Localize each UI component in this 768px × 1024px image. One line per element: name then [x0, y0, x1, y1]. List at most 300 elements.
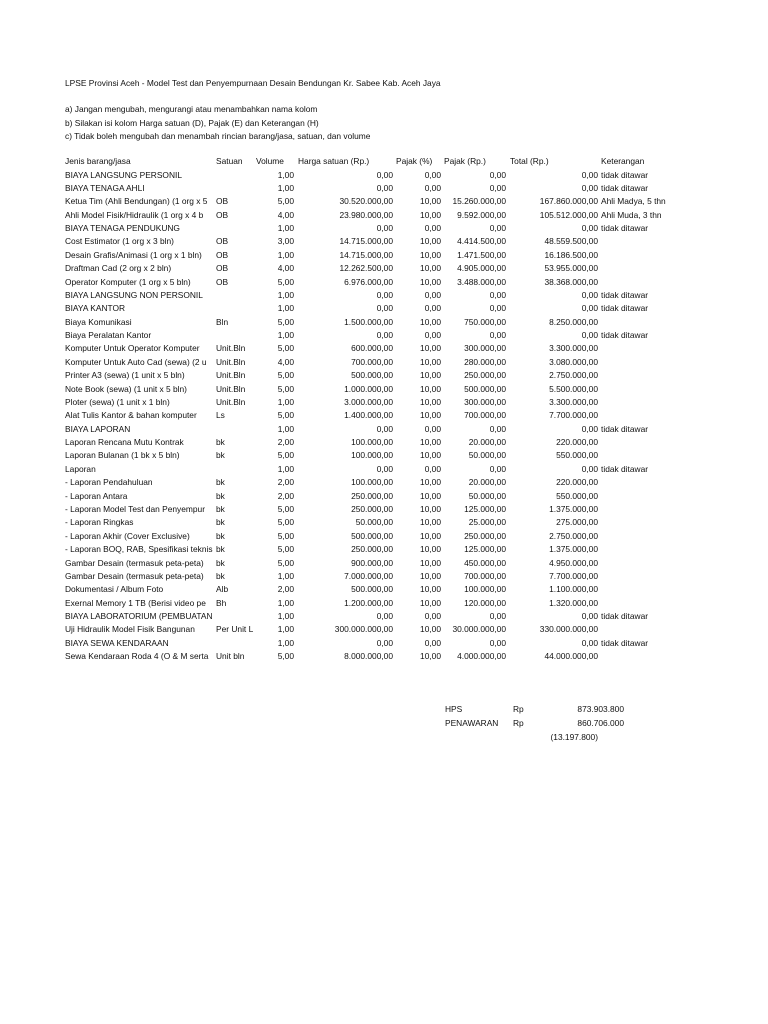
item-unit: bk	[216, 450, 225, 461]
item-price: 0,00	[376, 423, 393, 434]
item-name: Biaya Komunikasi	[65, 316, 132, 327]
item-tax-rp: 0,00	[489, 330, 506, 341]
item-tax-rp: 0,00	[489, 182, 506, 193]
item-unit: OB	[216, 249, 229, 260]
item-price: 14.715.000,00	[339, 249, 393, 260]
item-tax-pct: 10,00	[420, 209, 441, 220]
item-total: 105.512.000,00	[539, 209, 598, 220]
item-note: tidak ditawar	[601, 303, 649, 314]
item-tax-pct: 10,00	[420, 356, 441, 367]
table-row	[0, 436, 768, 449]
item-tax-pct: 10,00	[420, 530, 441, 541]
item-volume: 1,00	[277, 330, 294, 341]
item-total: 2.750.000,00	[549, 370, 598, 381]
item-price: 7.000.000,00	[344, 570, 393, 581]
item-total: 220.000,00	[556, 437, 598, 448]
item-volume: 1,00	[277, 289, 294, 300]
item-volume: 5,00	[277, 651, 294, 662]
item-total: 7.700.000,00	[549, 570, 598, 581]
item-tax-rp: 700.000,00	[464, 410, 506, 421]
item-price: 0,00	[376, 182, 393, 193]
item-volume: 5,00	[277, 504, 294, 514]
item-tax-pct: 10,00	[420, 276, 441, 287]
item-unit: Ls	[216, 410, 225, 421]
item-volume: 1,00	[277, 396, 294, 407]
item-note: tidak ditawar	[601, 169, 649, 180]
item-unit: bk	[216, 570, 225, 581]
item-total: 550.000,00	[556, 490, 598, 501]
item-total: 0,00	[581, 330, 598, 341]
item-name: Dokumentasi / Album Foto	[65, 584, 164, 595]
item-tax-rp: 9.592.000,00	[457, 209, 506, 220]
item-price: 23.980.000,00	[339, 209, 393, 220]
offer-value: 860.706.000	[577, 718, 624, 728]
item-tax-rp: 450.000,00	[464, 557, 506, 568]
item-volume: 2,00	[277, 477, 294, 488]
table-row	[0, 557, 768, 570]
item-tax-rp: 0,00	[489, 637, 506, 648]
item-unit: Bh	[216, 597, 227, 608]
header-harga: Harga satuan (Rp.)	[298, 156, 370, 166]
header-pajak-pct: Pajak (%)	[396, 156, 433, 166]
item-name: BIAYA LANGSUNG NON PERSONIL	[65, 289, 203, 300]
item-total: 48.559.500,00	[544, 236, 598, 247]
item-total: 0,00	[581, 611, 598, 622]
header-jenis: Jenis barang/jasa	[65, 156, 131, 166]
item-tax-rp: 1.471.500,00	[457, 249, 506, 260]
item-total: 2.750.000,00	[549, 530, 598, 541]
item-volume: 2,00	[277, 490, 294, 501]
item-unit: bk	[216, 504, 225, 514]
item-price: 100.000,00	[351, 437, 393, 448]
table-row	[0, 396, 768, 409]
item-tax-rp: 20.000,00	[468, 437, 506, 448]
item-total: 44.000.000,00	[544, 651, 598, 662]
item-total: 0,00	[581, 463, 598, 474]
item-unit: OB	[216, 276, 229, 287]
item-unit: bk	[216, 490, 225, 501]
item-tax-rp: 3.488.000,00	[457, 276, 506, 287]
item-price: 14.715.000,00	[339, 236, 393, 247]
item-tax-rp: 0,00	[489, 423, 506, 434]
item-note: tidak ditawar	[601, 330, 649, 341]
item-tax-pct: 0,00	[424, 423, 441, 434]
difference-value: (13.197.800)	[550, 732, 598, 742]
item-price: 300.000.000,00	[334, 624, 393, 635]
item-name: - Laporan Akhir (Cover Exclusive)	[65, 530, 190, 541]
header-total: Total (Rp.)	[510, 156, 549, 166]
item-volume: 5,00	[277, 370, 294, 381]
instruction-note: c) Tidak boleh mengubah dan menambah rincian barang/jasa, satuan, dan volume	[65, 131, 371, 141]
item-volume: 5,00	[277, 343, 294, 354]
item-volume: 5,00	[277, 410, 294, 421]
item-tax-pct: 10,00	[420, 316, 441, 327]
item-total: 550.000,00	[556, 450, 598, 461]
item-tax-rp: 500.000,00	[464, 383, 506, 394]
item-price: 30.520.000,00	[339, 196, 393, 207]
item-tax-rp: 0,00	[489, 463, 506, 474]
table-row	[0, 222, 768, 235]
table-row	[0, 209, 768, 222]
item-tax-rp: 700.000,00	[464, 570, 506, 581]
item-tax-pct: 10,00	[420, 370, 441, 381]
item-name: BIAYA LABORATORIUM (PEMBUATAN	[65, 611, 213, 622]
item-tax-rp: 0,00	[489, 169, 506, 180]
hps-label: HPS	[445, 704, 463, 714]
item-price: 250.000,00	[351, 490, 393, 501]
item-unit: bk	[216, 544, 225, 555]
item-tax-pct: 10,00	[420, 584, 441, 595]
item-unit: bk	[216, 477, 225, 488]
item-total: 0,00	[581, 223, 598, 234]
item-volume: 1,00	[277, 249, 294, 260]
item-note: tidak ditawar	[601, 637, 649, 648]
item-name: BIAYA LANGSUNG PERSONIL	[65, 169, 182, 180]
item-name: Komputer Untuk Operator Komputer	[65, 343, 200, 354]
item-price: 600.000,00	[351, 343, 393, 354]
item-tax-rp: 300.000,00	[464, 343, 506, 354]
item-price: 12.262.500,00	[339, 263, 393, 274]
item-price: 3.000.000,00	[344, 396, 393, 407]
item-price: 500.000,00	[351, 370, 393, 381]
item-unit: Alb	[216, 584, 229, 595]
table-row	[0, 543, 768, 556]
header-pajak-rp: Pajak (Rp.)	[444, 156, 486, 166]
item-price: 0,00	[376, 330, 393, 341]
item-total: 0,00	[581, 303, 598, 314]
item-tax-rp: 100.000,00	[464, 584, 506, 595]
item-unit: bk	[216, 557, 225, 568]
item-volume: 5,00	[277, 517, 294, 528]
table-row	[0, 329, 768, 342]
item-total: 275.000,00	[556, 517, 598, 528]
item-unit: bk	[216, 530, 225, 541]
header-satuan: Satuan	[216, 156, 243, 166]
table-row	[0, 249, 768, 262]
item-name: Laporan Rencana Mutu Kontrak	[65, 437, 184, 448]
item-tax-pct: 0,00	[424, 611, 441, 622]
item-tax-pct: 10,00	[420, 544, 441, 555]
item-total: 0,00	[581, 182, 598, 193]
item-name: Alat Tulis Kantor & bahan komputer	[65, 410, 197, 421]
item-total: 3.300.000,00	[549, 396, 598, 407]
item-tax-rp: 50.000,00	[468, 490, 506, 501]
item-total: 167.860.000,00	[539, 196, 598, 207]
item-volume: 5,00	[277, 383, 294, 394]
item-tax-rp: 0,00	[489, 611, 506, 622]
item-price: 900.000,00	[351, 557, 393, 568]
item-name: Operator Komputer (1 org x 5 bln)	[65, 276, 191, 287]
instruction-note: b) Silakan isi kolom Harga satuan (D), Pajak (E) dan Keterangan (H)	[65, 118, 319, 128]
item-tax-pct: 10,00	[420, 236, 441, 247]
table-row	[0, 383, 768, 396]
item-price: 6.976.000,00	[344, 276, 393, 287]
item-volume: 3,00	[277, 236, 294, 247]
item-name: Exernal Memory 1 TB (Berisi video pe	[65, 597, 206, 608]
table-row	[0, 423, 768, 436]
item-volume: 5,00	[277, 196, 294, 207]
item-tax-pct: 10,00	[420, 651, 441, 662]
item-total: 38.368.000,00	[544, 276, 598, 287]
item-name: Laporan Bulanan (1 bk x 5 bln)	[65, 450, 180, 461]
item-tax-pct: 10,00	[420, 597, 441, 608]
item-unit: OB	[216, 263, 229, 274]
item-tax-rp: 30.000.000,00	[452, 624, 506, 635]
table-row	[0, 610, 768, 623]
item-name: - Laporan Antara	[65, 490, 128, 501]
item-total: 1.375.000,00	[549, 504, 598, 514]
item-total: 0,00	[581, 289, 598, 300]
item-note: Ahli Madya, 5 thn	[601, 196, 666, 207]
offer-label: PENAWARAN	[445, 718, 499, 728]
item-unit: Unit.Bln	[216, 370, 246, 381]
item-name: Biaya Peralatan Kantor	[65, 330, 152, 341]
item-unit: Unit.Bln	[216, 383, 246, 394]
item-tax-pct: 10,00	[420, 624, 441, 635]
item-note: tidak ditawar	[601, 423, 649, 434]
item-tax-pct: 0,00	[424, 303, 441, 314]
item-unit: Per Unit L	[216, 624, 254, 635]
table-row	[0, 476, 768, 489]
item-unit: bk	[216, 437, 225, 448]
item-price: 0,00	[376, 169, 393, 180]
table-row	[0, 235, 768, 248]
item-note: Ahli Muda, 3 thn	[601, 209, 662, 220]
table-row	[0, 490, 768, 503]
item-total: 1.320.000,00	[549, 597, 598, 608]
item-name: Uji Hidraulik Model Fisik Bangunan	[65, 624, 195, 635]
item-price: 1.200.000,00	[344, 597, 393, 608]
instruction-note: a) Jangan mengubah, mengurangi atau menambahkan nama kolom	[65, 104, 318, 114]
item-tax-pct: 0,00	[424, 463, 441, 474]
table-row	[0, 182, 768, 195]
item-name: Komputer Untuk Auto Cad (sewa) (2 u	[65, 356, 207, 367]
item-unit: Unit.Bln	[216, 356, 246, 367]
table-row	[0, 503, 768, 516]
table-header	[0, 155, 768, 168]
item-volume: 5,00	[277, 557, 294, 568]
item-volume: 1,00	[277, 624, 294, 635]
item-name: Ketua Tim (Ahli Bendungan) (1 org x 5	[65, 196, 208, 207]
hps-currency: Rp	[513, 704, 524, 714]
item-tax-pct: 0,00	[424, 289, 441, 300]
item-tax-pct: 10,00	[420, 504, 441, 514]
item-tax-pct: 10,00	[420, 490, 441, 501]
table-row	[0, 637, 768, 650]
item-total: 1.100.000,00	[549, 584, 598, 595]
item-volume: 5,00	[277, 276, 294, 287]
item-price: 1.500.000,00	[344, 316, 393, 327]
item-name: Draftman Cad (2 org x 2 bln)	[65, 263, 172, 274]
item-name: - Laporan Model Test dan Penyempur	[65, 504, 205, 514]
item-volume: 1,00	[277, 169, 294, 180]
offer-currency: Rp	[513, 718, 524, 728]
table-row	[0, 583, 768, 596]
item-price: 0,00	[376, 463, 393, 474]
item-name: Printer A3 (sewa) (1 unit x 5 bln)	[65, 370, 185, 381]
item-name: Ahli Model Fisik/Hidraulik (1 org x 4 b	[65, 209, 204, 220]
item-price: 500.000,00	[351, 584, 393, 595]
item-price: 0,00	[376, 303, 393, 314]
item-tax-rp: 4.414.500,00	[457, 236, 506, 247]
item-tax-rp: 125.000,00	[464, 544, 506, 555]
item-tax-pct: 10,00	[420, 477, 441, 488]
item-price: 100.000,00	[351, 477, 393, 488]
item-tax-pct: 10,00	[420, 263, 441, 274]
item-volume: 1,00	[277, 637, 294, 648]
item-unit: Bln	[216, 316, 229, 327]
item-name: BIAYA TENAGA PENDUKUNG	[65, 223, 180, 234]
item-total: 3.300.000,00	[549, 343, 598, 354]
item-total: 53.955.000,00	[544, 263, 598, 274]
item-total: 220.000,00	[556, 477, 598, 488]
item-tax-pct: 0,00	[424, 223, 441, 234]
item-name: BIAYA LAPORAN	[65, 423, 131, 434]
table-row	[0, 463, 768, 476]
item-price: 1.400.000,00	[344, 410, 393, 421]
table-row	[0, 650, 768, 663]
table-row	[0, 623, 768, 636]
item-volume: 1,00	[277, 423, 294, 434]
item-tax-pct: 10,00	[420, 383, 441, 394]
item-price: 0,00	[376, 611, 393, 622]
table-row	[0, 195, 768, 208]
item-total: 330.000.000,00	[539, 624, 598, 635]
item-unit: Unit bln	[216, 651, 245, 662]
item-tax-rp: 280.000,00	[464, 356, 506, 367]
item-price: 250.000,00	[351, 544, 393, 555]
item-tax-pct: 0,00	[424, 330, 441, 341]
item-name: BIAYA SEWA KENDARAAN	[65, 637, 169, 648]
item-volume: 4,00	[277, 209, 294, 220]
item-volume: 1,00	[277, 182, 294, 193]
item-price: 50.000,00	[355, 517, 393, 528]
item-tax-pct: 10,00	[420, 343, 441, 354]
item-unit: Unit.Bln	[216, 343, 246, 354]
item-tax-rp: 750.000,00	[464, 316, 506, 327]
item-name: Cost Estimator (1 org x 3 bln)	[65, 236, 174, 247]
item-note: tidak ditawar	[601, 182, 649, 193]
item-name: Desain Grafis/Animasi (1 org x 1 bln)	[65, 249, 202, 260]
item-unit: bk	[216, 517, 225, 528]
item-tax-pct: 10,00	[420, 396, 441, 407]
item-tax-rp: 4.905.000,00	[457, 263, 506, 274]
item-volume: 5,00	[277, 450, 294, 461]
table-row	[0, 289, 768, 302]
item-name: Note Book (sewa) (1 unit x 5 bln)	[65, 383, 187, 394]
item-tax-rp: 0,00	[489, 223, 506, 234]
item-volume: 2,00	[277, 437, 294, 448]
item-tax-pct: 10,00	[420, 249, 441, 260]
item-total: 0,00	[581, 169, 598, 180]
item-tax-rp: 25.000,00	[468, 517, 506, 528]
item-tax-pct: 10,00	[420, 570, 441, 581]
item-name: Ploter (sewa) (1 unit x 1 bln)	[65, 396, 170, 407]
item-tax-rp: 0,00	[489, 303, 506, 314]
item-name: Sewa Kendaraan Roda 4 (O & M serta	[65, 651, 209, 662]
item-tax-rp: 300.000,00	[464, 396, 506, 407]
item-volume: 1,00	[277, 223, 294, 234]
item-unit: OB	[216, 196, 229, 207]
item-price: 8.000.000,00	[344, 651, 393, 662]
item-tax-rp: 250.000,00	[464, 370, 506, 381]
item-tax-pct: 10,00	[420, 196, 441, 207]
item-tax-pct: 10,00	[420, 410, 441, 421]
item-volume: 1,00	[277, 611, 294, 622]
item-total: 5.500.000,00	[549, 383, 598, 394]
item-total: 4.950.000,00	[549, 557, 598, 568]
item-note: tidak ditawar	[601, 463, 649, 474]
item-tax-rp: 4.000.000,00	[457, 651, 506, 662]
item-volume: 1,00	[277, 597, 294, 608]
item-unit: OB	[216, 209, 229, 220]
item-tax-pct: 10,00	[420, 437, 441, 448]
item-tax-rp: 20.000,00	[468, 477, 506, 488]
item-tax-rp: 50.000,00	[468, 450, 506, 461]
header-keterangan: Keterangan	[601, 156, 645, 166]
item-price: 1.000.000,00	[344, 383, 393, 394]
item-total: 7.700.000,00	[549, 410, 598, 421]
header-volume: Volume	[256, 156, 284, 166]
table-row	[0, 316, 768, 329]
item-volume: 1,00	[277, 570, 294, 581]
item-total: 8.250.000,00	[549, 316, 598, 327]
table-row	[0, 169, 768, 182]
item-tax-pct: 10,00	[420, 450, 441, 461]
item-name: - Laporan BOQ, RAB, Spesifikasi teknis	[65, 544, 213, 555]
item-price: 0,00	[376, 637, 393, 648]
item-volume: 4,00	[277, 356, 294, 367]
item-unit: Unit.Bln	[216, 396, 246, 407]
item-total: 3.080.000,00	[549, 356, 598, 367]
item-tax-pct: 10,00	[420, 557, 441, 568]
item-unit: OB	[216, 236, 229, 247]
table-row	[0, 356, 768, 369]
item-tax-rp: 120.000,00	[464, 597, 506, 608]
item-name: Laporan	[65, 463, 96, 474]
item-name: Gambar Desain (termasuk peta-peta)	[65, 570, 204, 581]
table-row	[0, 262, 768, 275]
item-tax-rp: 0,00	[489, 289, 506, 300]
item-volume: 5,00	[277, 544, 294, 555]
table-row	[0, 409, 768, 422]
item-name: BIAYA TENAGA AHLI	[65, 182, 145, 193]
table-row	[0, 530, 768, 543]
item-tax-rp: 15.260.000,00	[452, 196, 506, 207]
item-note: tidak ditawar	[601, 289, 649, 300]
item-volume: 4,00	[277, 263, 294, 274]
item-volume: 5,00	[277, 316, 294, 327]
item-price: 250.000,00	[351, 504, 393, 514]
item-note: tidak ditawar	[601, 611, 649, 622]
item-volume: 1,00	[277, 303, 294, 314]
item-note: tidak ditawar	[601, 223, 649, 234]
item-total: 16.186.500,00	[544, 249, 598, 260]
item-total: 0,00	[581, 637, 598, 648]
item-tax-rp: 125.000,00	[464, 504, 506, 514]
table-row	[0, 276, 768, 289]
document-title: LPSE Provinsi Aceh - Model Test dan Penyempurnaan Desain Bendungan Kr. Sabee Kab. Aceh Jaya	[65, 78, 441, 88]
item-name: - Laporan Pendahuluan	[65, 477, 153, 488]
table-row	[0, 570, 768, 583]
item-total: 1.375.000,00	[549, 544, 598, 555]
table-row	[0, 302, 768, 315]
item-tax-pct: 0,00	[424, 169, 441, 180]
item-volume: 5,00	[277, 530, 294, 541]
item-name: - Laporan Ringkas	[65, 517, 134, 528]
item-volume: 1,00	[277, 463, 294, 474]
item-tax-pct: 0,00	[424, 182, 441, 193]
